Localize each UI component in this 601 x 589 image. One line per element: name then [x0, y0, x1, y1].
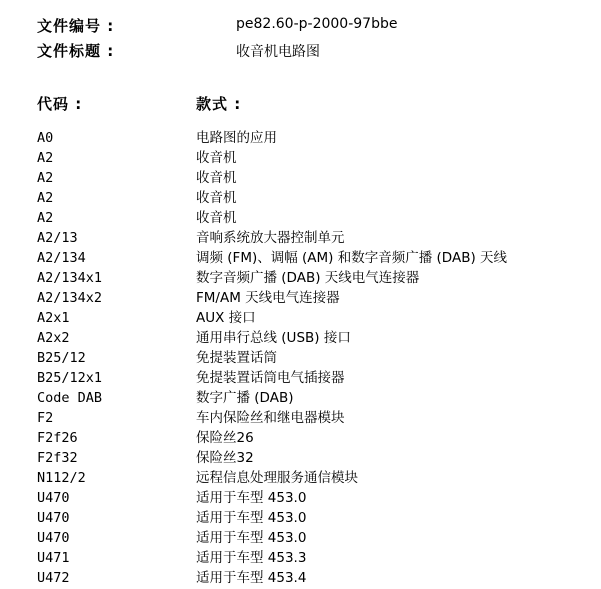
table-row	[0, 508, 601, 528]
table-row	[0, 468, 601, 488]
file-title-value: 收音机电路图	[236, 44, 320, 60]
table-row	[0, 248, 601, 268]
style-column-header: 款式 :	[196, 95, 242, 113]
file-number-value: pe82.60-p-2000-97bbe	[236, 16, 398, 32]
table-row	[0, 388, 601, 408]
row-style: 收音机	[196, 190, 237, 206]
row-style: 保险丝26	[196, 430, 254, 446]
row-style: 调频 (FM)、调幅 (AM) 和数字音频广播 (DAB) 天线	[196, 250, 508, 266]
row-code: A2	[37, 150, 54, 166]
row-code: Code DAB	[37, 390, 103, 406]
row-style: 收音机	[196, 150, 237, 166]
table-row	[0, 448, 601, 468]
row-code: U471	[37, 550, 70, 566]
row-style: 适用于车型 453.0	[196, 510, 307, 526]
row-style: 保险丝32	[196, 450, 254, 466]
table-row	[0, 368, 601, 388]
row-code: U470	[37, 510, 70, 526]
table-row	[0, 128, 601, 148]
row-style: 音响系统放大器控制单元	[196, 230, 345, 246]
row-code: U470	[37, 490, 70, 506]
table-row	[0, 148, 601, 168]
row-style: 适用于车型 453.4	[196, 570, 307, 586]
table-row	[0, 228, 601, 248]
row-code: A2x2	[37, 330, 70, 346]
row-code: N112/2	[37, 470, 86, 486]
table-row	[0, 548, 601, 568]
table-row	[0, 528, 601, 548]
row-code: A2/134	[37, 250, 86, 266]
row-style: 远程信息处理服务通信模块	[196, 470, 358, 486]
table-row	[0, 188, 601, 208]
row-style: 数字音频广播 (DAB) 天线电气连接器	[196, 270, 420, 286]
table-row	[0, 208, 601, 228]
row-code: U472	[37, 570, 70, 586]
row-style: AUX 接口	[196, 310, 256, 326]
row-style: 通用串行总线 (USB) 接口	[196, 330, 351, 346]
table-row	[0, 408, 601, 428]
row-code: U470	[37, 530, 70, 546]
row-style: 适用于车型 453.0	[196, 490, 307, 506]
row-code: B25/12x1	[37, 370, 103, 386]
table-row	[0, 328, 601, 348]
table-row	[0, 308, 601, 328]
row-code: A0	[37, 130, 54, 146]
table-row	[0, 348, 601, 368]
row-code: A2	[37, 210, 54, 226]
row-style: FM/AM 天线电气连接器	[196, 290, 340, 306]
code-column-header: 代码 :	[37, 95, 83, 113]
row-style: 适用于车型 453.0	[196, 530, 307, 546]
table-row	[0, 428, 601, 448]
row-code: B25/12	[37, 350, 86, 366]
row-style: 车内保险丝和继电器模块	[196, 410, 345, 426]
table-row	[0, 568, 601, 588]
file-title-label: 文件标题 :	[37, 42, 115, 60]
file-number-label: 文件编号 :	[37, 17, 115, 35]
row-code: F2f32	[37, 450, 78, 466]
row-code: A2/13	[37, 230, 78, 246]
row-style: 收音机	[196, 210, 237, 226]
code-table	[0, 128, 601, 588]
row-code: A2x1	[37, 310, 70, 326]
row-style: 适用于车型 453.3	[196, 550, 307, 566]
row-style: 电路图的应用	[196, 130, 277, 146]
row-style: 数字广播 (DAB)	[196, 390, 294, 406]
table-row	[0, 168, 601, 188]
table-row	[0, 288, 601, 308]
row-code: A2/134x2	[37, 290, 103, 306]
table-row	[0, 268, 601, 288]
row-style: 免提装置话筒	[196, 350, 277, 366]
row-code: A2	[37, 170, 54, 186]
table-row	[0, 488, 601, 508]
row-style: 免提装置话筒电气插接器	[196, 370, 345, 386]
row-code: F2	[37, 410, 54, 426]
row-code: F2f26	[37, 430, 78, 446]
row-code: A2/134x1	[37, 270, 103, 286]
row-style: 收音机	[196, 170, 237, 186]
row-code: A2	[37, 190, 54, 206]
